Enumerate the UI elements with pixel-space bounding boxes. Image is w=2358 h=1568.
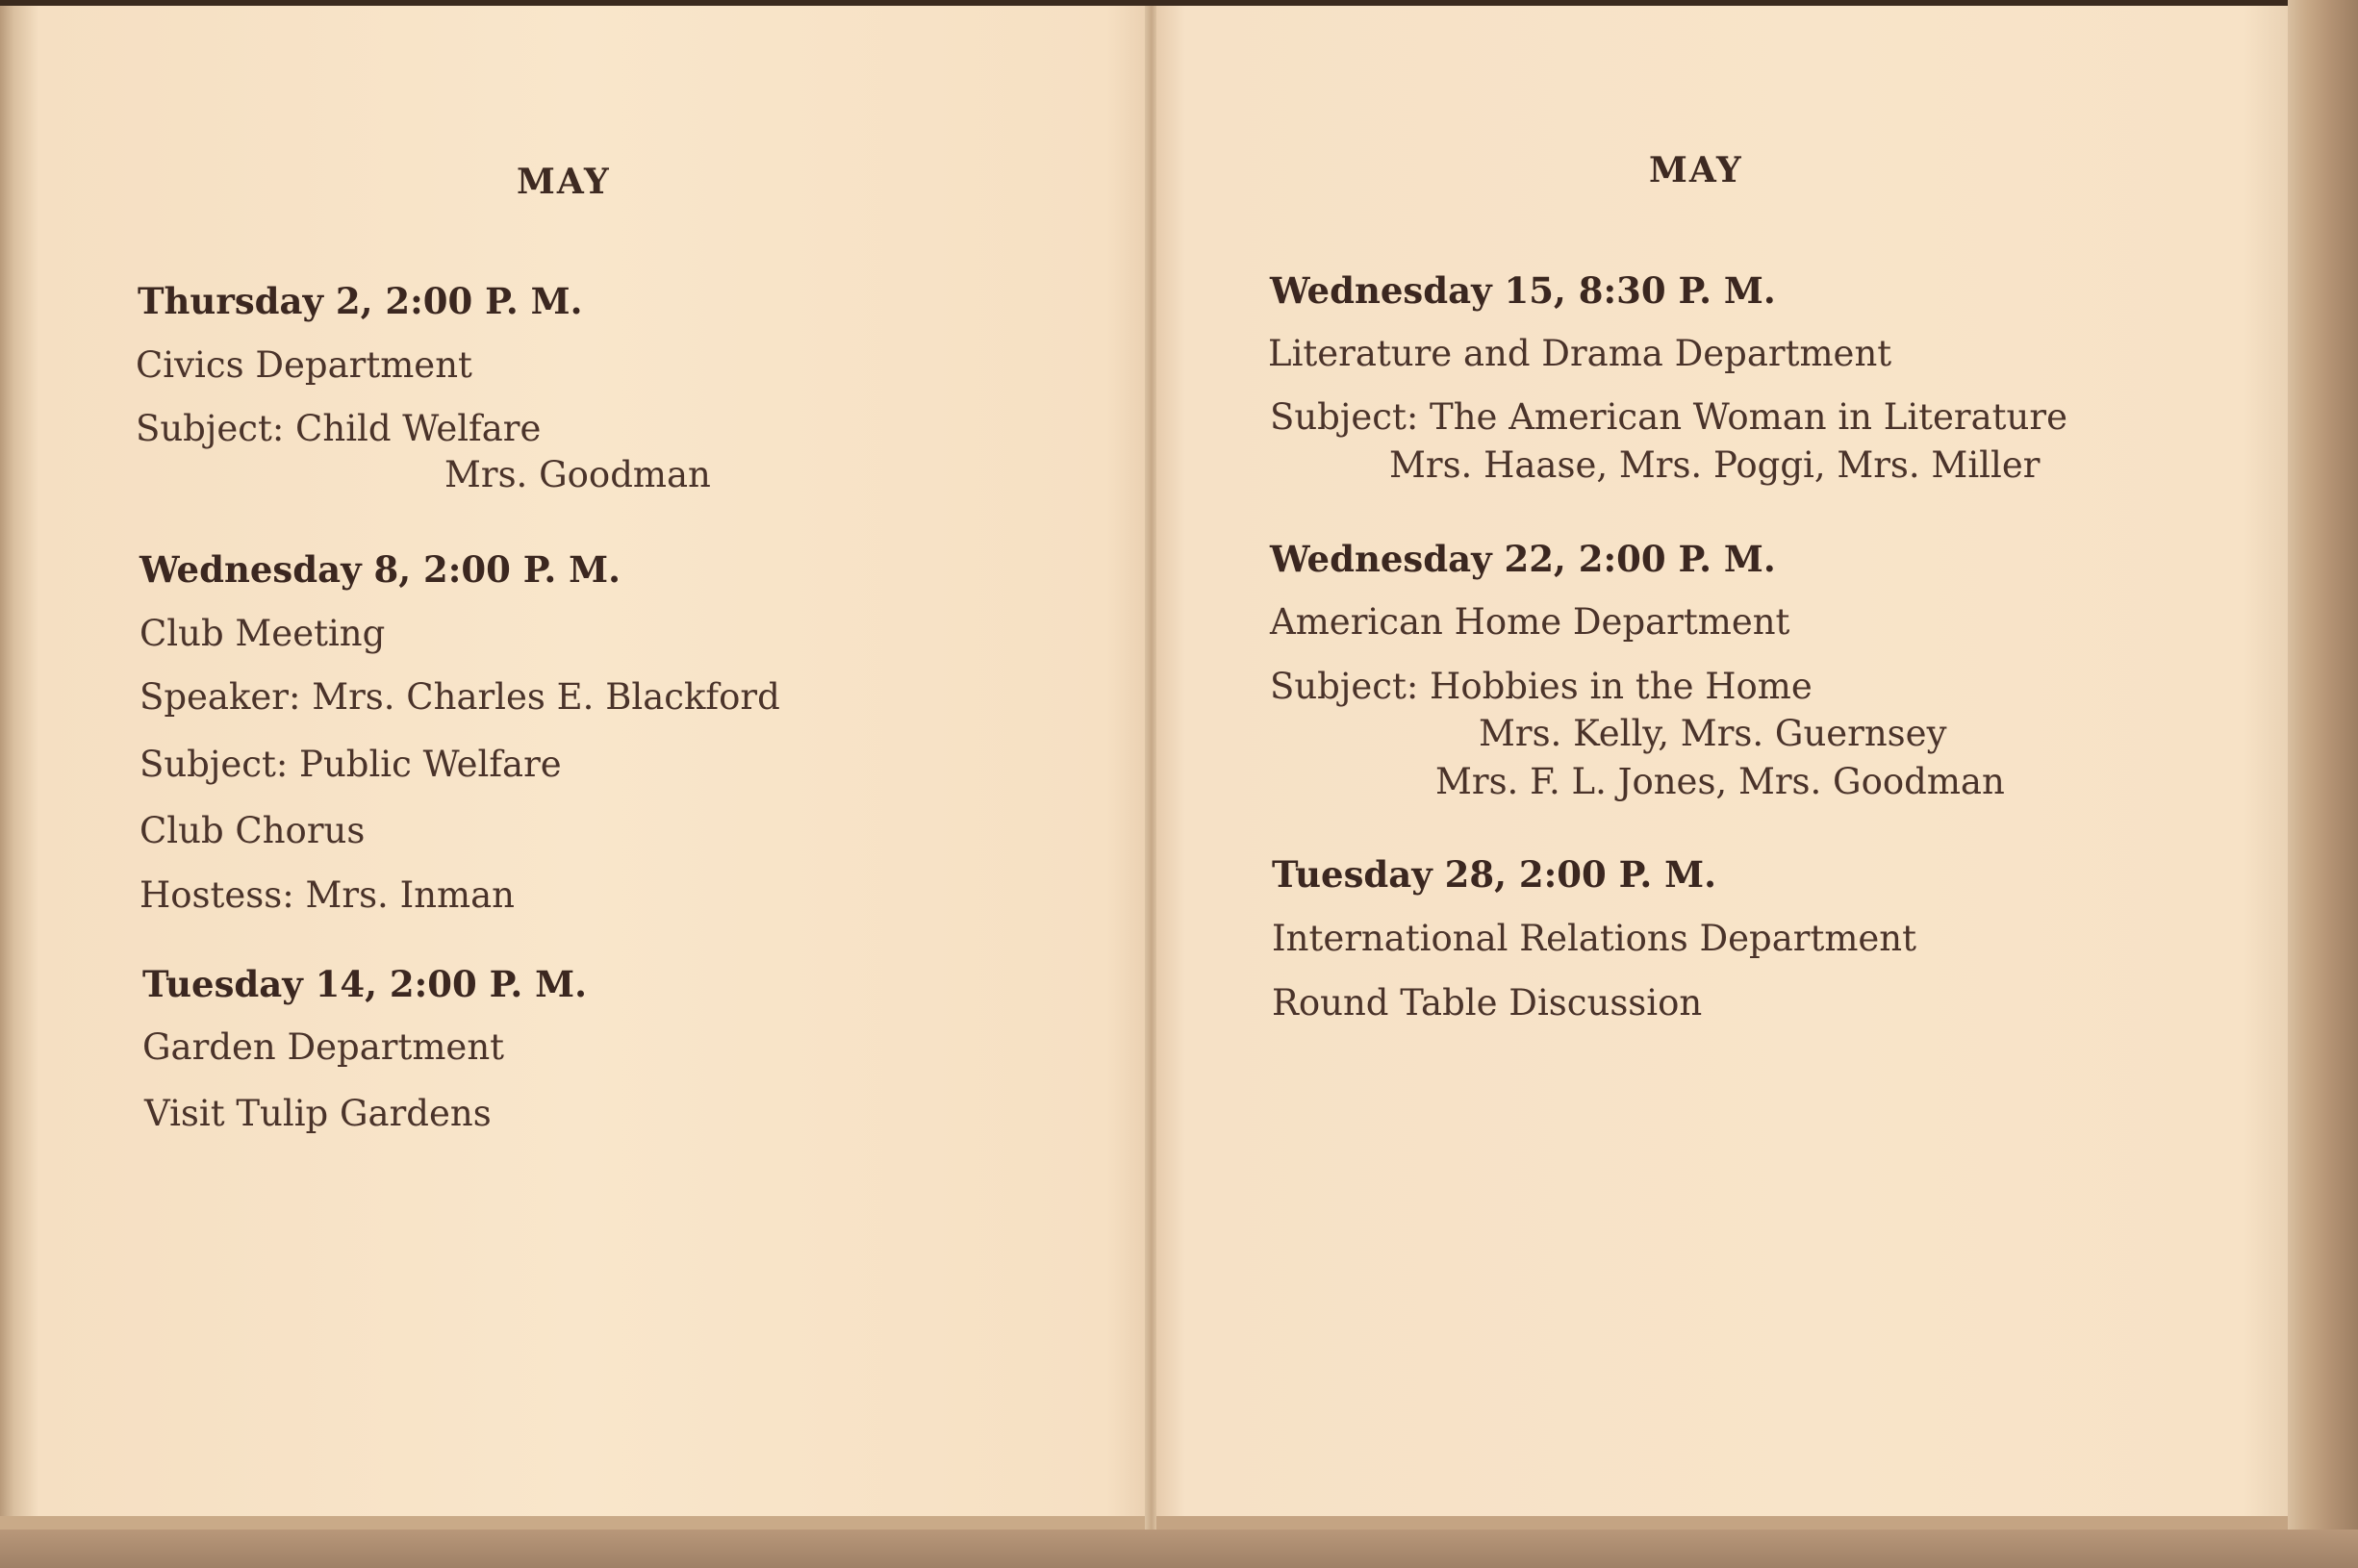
cover-bottom-edge bbox=[0, 1530, 2358, 1568]
page-stack-edge bbox=[2288, 0, 2358, 1549]
event-subject: Subject: Child Welfare bbox=[136, 408, 542, 449]
event-department: American Home Department bbox=[1270, 601, 1790, 643]
event-subject: Subject: Hobbies in the Home bbox=[1270, 666, 1813, 707]
event-date: Wednesday 15, 8:30 P. M. bbox=[1270, 269, 1776, 312]
event-speaker: Speaker: Mrs. Charles E. Blackford bbox=[139, 676, 780, 718]
left-page-heading: MAY bbox=[517, 162, 611, 202]
event-subject: Subject: The American Woman in Literature bbox=[1270, 396, 2067, 438]
right-page-heading: MAY bbox=[1649, 150, 1743, 190]
left-page bbox=[0, 6, 1151, 1530]
event-date: Tuesday 28, 2:00 P. M. bbox=[1272, 853, 1716, 896]
event-chorus: Club Chorus bbox=[139, 810, 366, 851]
event-department: Literature and Drama Department bbox=[1268, 333, 1892, 374]
event-date: Wednesday 22, 2:00 P. M. bbox=[1270, 538, 1776, 580]
event-title: Club Meeting bbox=[139, 613, 386, 654]
event-activity: Visit Tulip Gardens bbox=[144, 1093, 492, 1134]
event-department: Civics Department bbox=[136, 344, 472, 386]
event-activity: Round Table Discussion bbox=[1272, 982, 1703, 1024]
event-hostess: Hostess: Mrs. Inman bbox=[139, 874, 515, 916]
event-presenters: Mrs. F. L. Jones, Mrs. Goodman bbox=[1435, 761, 2005, 802]
event-date: Tuesday 14, 2:00 P. M. bbox=[142, 963, 587, 1005]
event-department: International Relations Department bbox=[1272, 918, 1916, 959]
event-date: Thursday 2, 2:00 P. M. bbox=[138, 280, 583, 322]
event-presenter: Mrs. Goodman bbox=[444, 454, 711, 495]
event-date: Wednesday 8, 2:00 P. M. bbox=[139, 548, 621, 591]
right-page bbox=[1156, 6, 2288, 1530]
event-presenters: Mrs. Kelly, Mrs. Guernsey bbox=[1479, 713, 1947, 754]
event-department: Garden Department bbox=[142, 1026, 505, 1068]
event-presenters: Mrs. Haase, Mrs. Poggi, Mrs. Miller bbox=[1389, 444, 2041, 486]
event-subject: Subject: Public Welfare bbox=[139, 744, 562, 785]
